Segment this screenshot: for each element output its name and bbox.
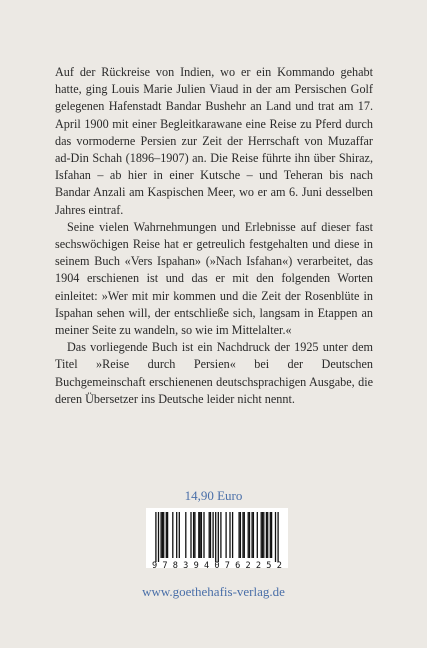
barcode-bar (193, 512, 194, 558)
barcode-bar (179, 512, 180, 558)
isbn-digit: 9 (152, 561, 158, 571)
barcode-bar (242, 512, 243, 558)
isbn-digit: 2 (276, 561, 282, 571)
barcode-bar (275, 512, 276, 562)
barcode-bar (167, 512, 168, 558)
barcode-bar (163, 512, 164, 558)
blurb-paragraph-3: Das vorliegende Buch ist ein Nachdruck der 1925 unter dem Titel »Reise durch Persien« bei der Deutschen Buchgemeinschaft erschienenen deutschsprachigen Ausgabe, die deren Übersetzer ins Deutsche leider nicht nennt. (55, 340, 373, 406)
barcode-bar (270, 512, 271, 558)
barcode-bar (218, 512, 219, 562)
barcode-bar (199, 512, 200, 558)
barcode-bar (203, 512, 204, 558)
isbn-digit: 0 (214, 561, 220, 571)
publisher-website-link[interactable]: www.goethehafis-verlag.de (142, 584, 285, 599)
barcode-bar (262, 512, 263, 558)
barcode-bar (172, 512, 173, 558)
barcode-bar (194, 512, 195, 558)
barcode-bar (240, 512, 241, 558)
barcode-bar (263, 512, 264, 558)
blurb-text (55, 64, 373, 408)
barcode-bar (158, 512, 159, 562)
blurb-paragraph-1: Auf der Rückreise von Indien, wo er ein Kommando gehabt hatte, ging Louis Marie Julien Viaud in der am Persischen Golf gelegenen Hafenstadt Bandar Bushehr an Land und trat am 17. April 1900 mit einer Begleitkarawane eine Reise zu Pferd durch das vormoderne Persien zur Zeit der Herrschaft von Muzaffar ad-Din Schah (1896–1907) an. Die Reise führte ihn über Shiraz, Isfahan – ab hier in einer Kutsche – und Teheran bis nach Bandar Anzali am Kaspischen Meer, wo er am 6. Juni desselben Jahres eintraf. (55, 65, 373, 217)
isbn-digit: 5 (266, 561, 272, 571)
isbn-barcode (146, 508, 288, 571)
isbn-digit: 8 (172, 561, 178, 571)
isbn-digit: 2 (255, 561, 262, 571)
barcode-bar (244, 512, 245, 558)
isbn-digit: 3 (183, 561, 189, 571)
isbn-digit: 4 (203, 561, 210, 571)
barcode-bar (225, 512, 226, 558)
barcode-bar (198, 512, 199, 558)
barcode-bar (249, 512, 250, 558)
barcode-bar (261, 512, 262, 558)
barcode-bar (210, 512, 211, 558)
barcode-bar (277, 512, 278, 562)
barcode-bar (209, 512, 210, 558)
barcode-bar (212, 512, 213, 558)
barcode-bars (146, 508, 288, 562)
barcode-bar (248, 512, 249, 558)
isbn-digits (152, 562, 282, 571)
barcode-bar (162, 512, 163, 558)
barcode-bar (257, 512, 258, 558)
barcode-bar (201, 512, 202, 558)
barcode-bar (160, 512, 161, 558)
isbn-digit: 9 (193, 561, 199, 571)
barcode-bar (155, 512, 156, 562)
isbn-digit: 2 (245, 561, 251, 571)
barcode-bar (266, 512, 267, 558)
barcode-bar (176, 512, 177, 558)
barcode-bar (190, 512, 191, 558)
barcode-bar (251, 512, 252, 558)
barcode-bar (166, 512, 167, 558)
isbn-digit: 6 (235, 561, 241, 571)
price-label: 14,90 Euro (184, 488, 243, 503)
barcode-bar (229, 512, 230, 558)
barcode-bar (220, 512, 221, 558)
barcode-bar (238, 512, 239, 558)
barcode-bar (267, 512, 268, 558)
barcode-bar (271, 512, 272, 558)
isbn-digit: 7 (162, 561, 168, 571)
barcode-bar (185, 512, 186, 558)
barcode-bar (232, 512, 233, 558)
isbn-digit: 7 (224, 561, 230, 571)
barcode-bar (215, 512, 216, 562)
blurb-paragraph-2: Seine vielen Wahrnehmungen und Erlebnisse auf dieser fast sechswöchigen Reise hat er getreulich festgehalten und diese in seinem Buch «Vers Ispahan» (»Nach Isfahan«) verarbeitet, das 1904 erschienen ist und das er mit den folgenden Worten einleitet: »Wer mit mir kommen und die Zeit der Rosenblüte in Ispahan sehen will, der entschließe sich, langsam in Etappen an meiner Seite zu wandeln, so wie im Mittelalter.« (55, 219, 373, 338)
barcode-bar (253, 512, 254, 558)
